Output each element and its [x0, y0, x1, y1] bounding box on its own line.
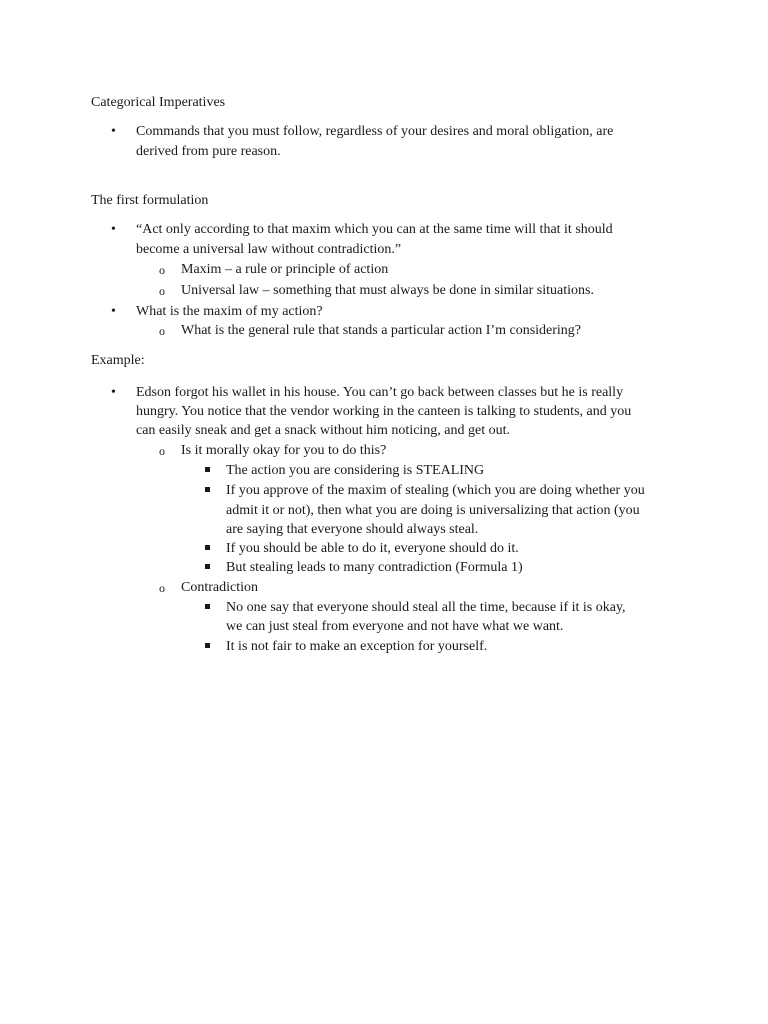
sub-list-item-text: Contradiction [181, 580, 258, 595]
bullet-marker: • [111, 222, 116, 237]
nested-list-item-text: we can just steal from everyone and not have what we want. [226, 619, 564, 634]
sub-bullet-marker: o [159, 581, 165, 595]
list-item-text: become a universal law without contradiction.” [136, 242, 402, 257]
square-bullet-icon [205, 564, 210, 569]
list-item-text: “Act only according to that maxim which you can at the same time will that it should [136, 222, 613, 237]
square-bullet-icon [205, 545, 210, 550]
list-item-text: What is the maxim of my action? [136, 304, 323, 319]
sub-list-item-text: Universal law – something that must always be done in similar situations. [181, 283, 594, 298]
section-heading-first-formulation: The first formulation [91, 193, 209, 208]
list-item-text: hungry. You notice that the vendor working in the canteen is talking to students, and you [136, 404, 632, 419]
section-heading-example: Example: [91, 353, 145, 368]
nested-list-item-text: But stealing leads to many contradiction (Formula 1) [226, 560, 523, 575]
sub-list-item-text: What is the general rule that stands a particular action I’m considering? [181, 323, 582, 338]
sub-bullet-marker: o [159, 263, 165, 277]
sub-list-item-text: Maxim – a rule or principle of action [181, 262, 389, 277]
sub-list-item-text: Is it morally okay for you to do this? [181, 443, 387, 458]
sub-bullet-marker: o [159, 444, 165, 458]
nested-list-item-text: are saying that everyone should always steal. [226, 522, 479, 537]
nested-list-item-text: If you approve of the maxim of stealing (which you are doing whether you [226, 483, 645, 498]
nested-list-item-text: admit it or not), then what you are doing is universalizing that action (you [226, 503, 640, 518]
square-bullet-icon [205, 467, 210, 472]
nested-list-item-text: No one say that everyone should steal all the time, because if it is okay, [226, 600, 626, 615]
square-bullet-icon [205, 604, 210, 609]
list-item-text: Edson forgot his wallet in his house. You can’t go back between classes but he is really [136, 385, 624, 400]
bullet-marker: • [111, 304, 116, 319]
bullet-marker: • [111, 124, 116, 139]
sub-bullet-marker: o [159, 324, 165, 338]
sub-bullet-marker: o [159, 284, 165, 298]
list-item-text: Commands that you must follow, regardless of your desires and moral obligation, are [136, 124, 614, 139]
nested-list-item-text: It is not fair to make an exception for yourself. [226, 639, 488, 654]
square-bullet-icon [205, 487, 210, 492]
bullet-marker: • [111, 385, 116, 400]
square-bullet-icon [205, 643, 210, 648]
list-item-text: can easily sneak and get a snack without him noticing, and get out. [136, 423, 511, 438]
list-item-text: derived from pure reason. [136, 144, 281, 159]
nested-list-item-text: The action you are considering is STEALING [226, 463, 485, 478]
section-heading-categorical: Categorical Imperatives [91, 95, 226, 110]
nested-list-item-text: If you should be able to do it, everyone should do it. [226, 541, 519, 556]
